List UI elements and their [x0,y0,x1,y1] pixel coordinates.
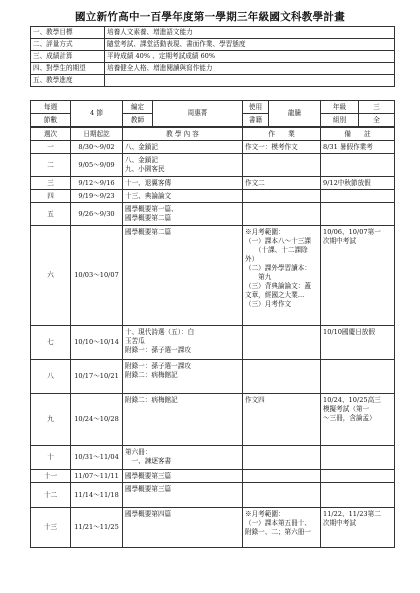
info-value: 培養健全人格、增進閱讀與寫作能力 [105,63,395,75]
content-cell: 十、現代詩選（五）：白 玉苦瓜 附錄一：孫子選一課攻 [123,326,243,360]
date-cell: 8/30～9/02 [71,141,123,154]
homework-cell [243,190,321,203]
date-cell: 10/10～10/14 [71,326,123,360]
content-cell: 附錄一：孫子選一課攻 附錄二：病梅館記 [123,360,243,394]
content-cell: 國學概要第三篇 [123,470,243,483]
editor-label: 編定 [123,101,153,114]
date-cell: 9/19～9/23 [71,190,123,203]
book-label-2: 書籍 [243,114,269,127]
schedule-row [31,360,395,394]
homework-cell: ※月考範圍： （一）課本第五冊十、 附錄一、二；第六冊一 [243,508,321,548]
schedule-row [31,226,395,326]
homework-cell: 作文一：模考作文 [243,141,321,154]
date-cell: 10/17～10/21 [71,360,123,394]
info-label: 三、成績計算 [31,51,105,63]
week-cell: 六 [31,226,71,326]
homework-cell [243,360,321,394]
schedule-row [31,508,395,548]
book-label: 使用 [243,101,269,114]
schedule-row [31,394,395,446]
date-cell: 10/24～10/28 [71,394,123,446]
note-cell [321,154,395,177]
homework-cell: 作文四 [243,394,321,446]
note-cell [321,446,395,470]
week-cell: 四 [31,190,71,203]
date-cell: 9/26～9/30 [71,203,123,226]
date-cell: 11/14～11/18 [71,483,123,508]
book-value: 龍騰 [269,101,321,127]
content-cell: 十一、退翼客傳 [123,177,243,190]
info-value: 平時成績 40% 、定期考試成績 60% [105,51,395,63]
info-label: 四、對學生的期望 [31,63,105,75]
content-cell: 附錄二：病梅館記 [123,394,243,446]
info-label: 一、教學目標 [31,27,105,39]
note-cell: 9/12中秋節放假 [321,177,395,190]
column-header: 作 業 [243,128,321,141]
content-cell: 國學概要第三篇 [123,483,243,508]
homework-cell [243,446,321,470]
note-cell [321,360,395,394]
week-cell: 十三 [31,508,71,548]
content-cell: 八、金鎖記 九、小園客民 [123,154,243,177]
info-value [105,75,395,87]
note-cell [321,190,395,203]
week-cell: 十一 [31,470,71,483]
editor-label-2: 教師 [123,114,153,127]
homework-cell [243,203,321,226]
note-cell: 11/22、11/23第二 次期中考試 [321,508,395,548]
info-row [31,39,395,51]
week-cell: 一 [31,141,71,154]
column-header: 週次 [31,128,71,141]
homework-cell [243,470,321,483]
schedule-row [31,470,395,483]
grade-value: 三 [359,101,395,114]
note-cell [321,470,395,483]
homework-cell: 作文二 [243,177,321,190]
week-cell: 七 [31,326,71,360]
info-row [31,51,395,63]
grade-label: 年級 [321,101,359,114]
editor-value: 周惠菁 [153,101,243,127]
content-cell: 國學概要第一篇、 國學概要第二篇 [123,203,243,226]
week-cell: 二 [31,154,71,177]
homework-cell [243,154,321,177]
week-cell: 十 [31,446,71,470]
week-cell: 十二 [31,483,71,508]
schedule-row [31,154,395,177]
schedule-row [31,177,395,190]
weekly-hours-value: 4 節 [71,101,123,127]
week-cell: 五 [31,203,71,226]
column-header: 日期起訖 [71,128,123,141]
schedule-row [31,483,395,508]
homework-cell: ※月考範圍： （一）課本八～十三課 （十課、十二課除 外） （二）課外學習讀本： 第九 （三）背典論論文：蓋 文章，經國之大業… （三）月考作文 [243,226,321,326]
group-label: 組別 [321,114,359,127]
homework-cell [243,483,321,508]
content-cell: 國學概要第二篇 [123,226,243,326]
date-cell: 11/07～11/11 [71,470,123,483]
date-cell: 9/05～9/09 [71,154,123,177]
schedule-row [31,203,395,226]
schedule-row [31,326,395,360]
course-header-table [30,100,395,127]
schedule-body [31,141,395,548]
note-cell: 10/24、10/25高三 模擬考試（第一 ～三冊，含論孟） [321,394,395,446]
schedule-header-row [31,128,395,141]
date-cell: 10/31～11/04 [71,446,123,470]
info-table [30,26,395,87]
week-cell: 三 [31,177,71,190]
info-label: 五、教學進度 [31,75,105,87]
info-label: 二、評量方式 [31,39,105,51]
schedule-row [31,190,395,203]
schedule-row [31,141,395,154]
week-cell: 八 [31,360,71,394]
note-cell: 10/06、10/07第一 次期中考試 [321,226,395,326]
info-value: 培養人文素養、增進語文能力 [105,27,395,39]
info-row [31,27,395,39]
info-row [31,63,395,75]
column-header: 備 註 [321,128,395,141]
page-title: 國立新竹高中一百學年度第一學期三年級國文科教學計畫 [75,11,345,23]
date-cell: 11/21～11/25 [71,508,123,548]
column-header: 教 學 內 容 [123,128,243,141]
date-cell: 10/03～10/07 [71,226,123,326]
content-cell: 第六冊： 一、諫逐客書 [123,446,243,470]
homework-cell [243,326,321,360]
week-cell: 九 [31,394,71,446]
content-cell: 十三、典論論文 [123,190,243,203]
info-row [31,75,395,87]
schedule-table [30,127,395,548]
weekly-hours-label-2: 節數 [31,114,71,127]
weekly-hours-label: 每週 [31,101,71,114]
note-cell: 10/10國慶日放假 [321,326,395,360]
info-value: 隨堂考試、課堂活動表現、書面作業、學習態度 [105,39,395,51]
group-value: 全 [359,114,395,127]
note-cell: 8/31 暑假作業考 [321,141,395,154]
note-cell [321,203,395,226]
note-cell [321,483,395,508]
content-cell: 八、金鎖記 [123,141,243,154]
date-cell: 9/12～9/16 [71,177,123,190]
schedule-row [31,446,395,470]
content-cell: 國學概要第四篇 [123,508,243,548]
